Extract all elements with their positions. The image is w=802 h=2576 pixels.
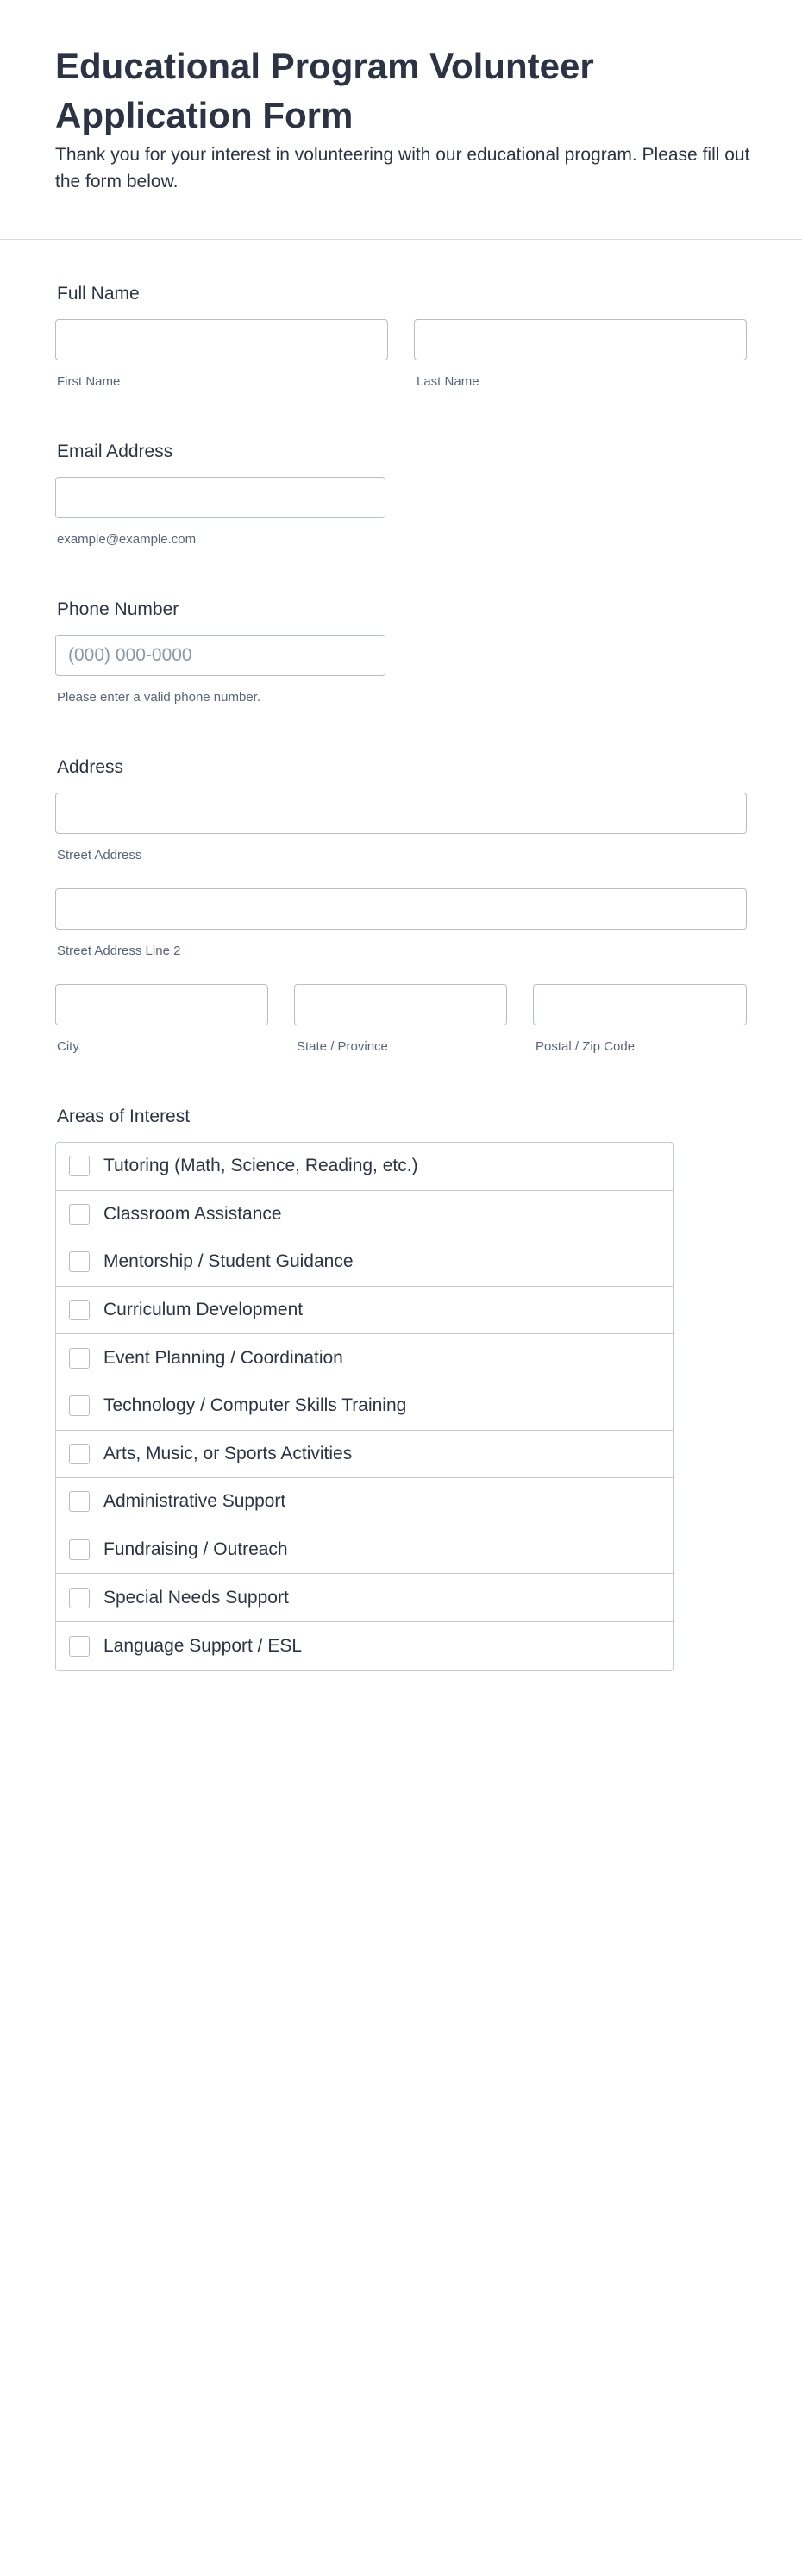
checkbox[interactable] xyxy=(69,1395,90,1416)
interest-option-label[interactable]: Fundraising / Outreach xyxy=(103,1539,288,1560)
checkbox[interactable] xyxy=(69,1588,90,1608)
address-label: Address xyxy=(57,757,124,777)
email-input[interactable] xyxy=(55,477,385,518)
zip-input[interactable] xyxy=(533,984,747,1025)
checkbox[interactable] xyxy=(69,1348,90,1369)
street-address-sublabel: Street Address xyxy=(57,848,142,862)
interest-option-label[interactable]: Language Support / ESL xyxy=(103,1635,303,1656)
street-address-line2-sublabel: Street Address Line 2 xyxy=(57,943,181,958)
interest-option[interactable] xyxy=(56,1238,673,1287)
interest-option-label[interactable]: Administrative Support xyxy=(103,1491,286,1512)
checkbox[interactable] xyxy=(69,1539,90,1560)
checkbox[interactable] xyxy=(69,1156,90,1176)
checkbox[interactable] xyxy=(69,1300,90,1320)
form-subtitle: Thank you for your interest in volunteering with our educational program. Please fill out the form below. xyxy=(55,145,750,191)
interest-option[interactable] xyxy=(56,1382,673,1431)
street-address-line2-input[interactable] xyxy=(55,888,747,930)
checkbox[interactable] xyxy=(69,1444,90,1464)
checkbox[interactable] xyxy=(69,1251,90,1272)
zip-sublabel: Postal / Zip Code xyxy=(536,1039,636,1054)
interest-option[interactable] xyxy=(56,1287,673,1335)
email-label: Email Address xyxy=(57,442,173,461)
interest-option[interactable] xyxy=(56,1526,673,1575)
city-sublabel: City xyxy=(57,1039,79,1054)
first-name-input[interactable] xyxy=(55,319,388,360)
interest-option[interactable] xyxy=(56,1574,673,1622)
state-sublabel: State / Province xyxy=(297,1039,388,1054)
checkbox[interactable] xyxy=(69,1636,90,1657)
interest-option[interactable] xyxy=(56,1143,673,1191)
interest-option-label[interactable]: Classroom Assistance xyxy=(103,1203,282,1224)
email-sublabel: example@example.com xyxy=(57,532,197,547)
checkbox[interactable] xyxy=(69,1491,90,1512)
last-name-input[interactable] xyxy=(414,319,747,360)
interest-option-label[interactable]: Special Needs Support xyxy=(103,1587,289,1608)
interest-option[interactable] xyxy=(56,1334,673,1382)
phone-label: Phone Number xyxy=(57,599,179,619)
state-input[interactable] xyxy=(294,984,507,1025)
first-name-sublabel: First Name xyxy=(57,374,121,389)
checkbox[interactable] xyxy=(69,1204,90,1225)
city-input[interactable] xyxy=(55,984,268,1025)
areas-of-interest-label: Areas of Interest xyxy=(57,1106,191,1126)
form-header xyxy=(0,0,802,240)
interest-option[interactable] xyxy=(56,1478,673,1526)
areas-of-interest-list xyxy=(55,1142,674,1671)
street-address-input[interactable] xyxy=(55,793,747,834)
interest-option-label[interactable]: Tutoring (Math, Science, Reading, etc.) xyxy=(103,1156,418,1176)
full-name-label: Full Name xyxy=(57,284,140,304)
last-name-sublabel: Last Name xyxy=(417,374,479,389)
interest-option[interactable] xyxy=(56,1191,673,1239)
interest-option[interactable] xyxy=(56,1622,673,1670)
interest-option-label[interactable]: Technology / Computer Skills Training xyxy=(103,1395,407,1416)
interest-option-label[interactable]: Event Planning / Coordination xyxy=(103,1347,343,1368)
form-title: Educational Program Volunteer Application Form xyxy=(55,46,594,135)
interest-option-label[interactable]: Mentorship / Student Guidance xyxy=(103,1251,354,1272)
phone-sublabel: Please enter a valid phone number. xyxy=(57,690,260,705)
phone-input[interactable] xyxy=(55,635,385,676)
interest-option-label[interactable]: Curriculum Development xyxy=(103,1300,304,1320)
interest-option[interactable] xyxy=(56,1431,673,1479)
interest-option-label[interactable]: Arts, Music, or Sports Activities xyxy=(103,1443,353,1463)
